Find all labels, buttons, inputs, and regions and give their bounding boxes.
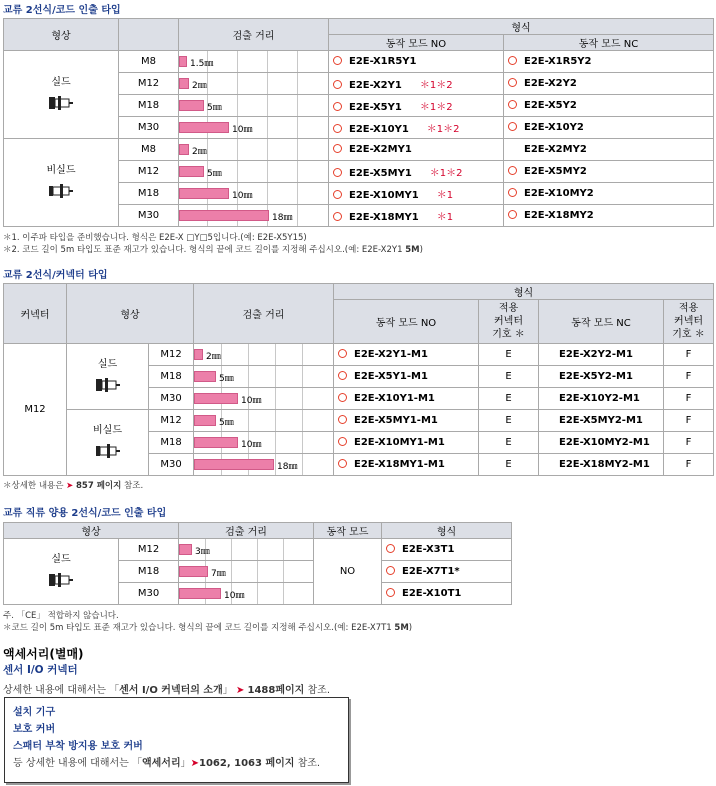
distance-bar: [179, 144, 189, 155]
section3-title: 교류 직류 양용 2선식/코드 인출 타입: [3, 508, 167, 519]
distance-bar: [179, 166, 204, 177]
header-nc: 동작 모드 NC: [504, 35, 714, 51]
distance-label: 5㎜: [219, 374, 234, 384]
distance-bar-cell: [179, 95, 329, 117]
shape-unshielded: [4, 139, 119, 227]
shape-label: 실드: [51, 76, 71, 88]
distance-bar: [194, 437, 238, 448]
symbol-cell: F: [664, 432, 714, 454]
box-item-cover: 보호 커버: [13, 724, 56, 735]
distance-bar: [179, 566, 208, 577]
model-name: E2E-X2Y1: [349, 80, 402, 91]
shape-label: 실드: [97, 358, 118, 370]
model-note: ＊1: [436, 190, 454, 201]
size-cell: M18: [149, 432, 194, 454]
model-cell: [504, 95, 714, 117]
table-row: [4, 539, 512, 561]
distance-bar-cell: [179, 205, 329, 227]
header-shape: 형상: [4, 19, 119, 51]
distance-label: 10㎜: [232, 125, 253, 135]
size-cell: M18: [149, 366, 194, 388]
stock-circle-icon: [386, 566, 395, 575]
header-model: 형식: [382, 523, 512, 539]
shielded-sensor-icon: [48, 92, 74, 114]
model-cell: [539, 388, 664, 410]
distance-label: 3㎜: [195, 547, 210, 557]
distance-bar-cell: [194, 432, 334, 454]
table-row: [4, 410, 714, 432]
stock-circle-icon: [338, 415, 347, 424]
distance-bar-cell: [179, 73, 329, 95]
accessories-box: [4, 697, 349, 783]
model-name: E2E-X2MY1: [349, 144, 412, 155]
accessories-ref: 상세한 내용에 대해서는 「센서 I/O 커넥터의 소개」 ➤ 1488페이지 참조.: [3, 685, 331, 696]
symbol-cell: E: [479, 410, 539, 432]
distance-bar: [179, 544, 192, 555]
stock-circle-icon: [508, 210, 517, 219]
header-symbol-nc: 적용 커넥터 기호 ＊: [664, 300, 714, 344]
header-model: 형식: [329, 19, 714, 35]
distance-bar-cell: [194, 366, 334, 388]
model-cell: [334, 388, 479, 410]
size-cell: M12: [119, 161, 179, 183]
size-cell: M18: [119, 183, 179, 205]
distance-label: 5㎜: [207, 103, 222, 113]
distance-label: 1.5㎜: [190, 59, 214, 69]
header-model: 형식: [334, 284, 714, 300]
distance-label: 5㎜: [207, 169, 222, 179]
stock-circle-icon: [338, 371, 347, 380]
model-name: E2E-X10Y2: [524, 122, 584, 133]
shape-unshielded: [67, 410, 149, 476]
symbol-cell: E: [479, 388, 539, 410]
symbol-cell: F: [664, 366, 714, 388]
model-name: E2E-X2MY2: [524, 144, 587, 155]
connector-cell: M12: [4, 344, 67, 476]
stock-circle-icon: [338, 393, 347, 402]
size-cell: M12: [119, 73, 179, 95]
section2-title: 교류 2선식/커넥터 타입: [3, 270, 108, 281]
model-cell: [504, 183, 714, 205]
stock-circle-icon: [508, 78, 517, 87]
model-name: E2E-X7T1*: [402, 566, 460, 577]
model-name: E2E-X3T1: [402, 544, 455, 555]
size-cell: M8: [119, 139, 179, 161]
accessories-title: 액세서리(별매): [3, 647, 84, 661]
accessories-subtitle: 센서 I/O 커넥터: [3, 664, 78, 676]
stock-circle-icon: [508, 56, 517, 65]
model-cell: [539, 454, 664, 476]
distance-bar: [194, 371, 216, 382]
model-name: E2E-X5MY1: [349, 168, 412, 179]
stock-circle-icon: [508, 100, 517, 109]
model-cell: [539, 344, 664, 366]
shape-shielded: [4, 539, 119, 605]
size-cell: M8: [119, 51, 179, 73]
model-note: ＊1＊2: [429, 168, 463, 179]
distance-label: 5㎜: [219, 418, 234, 428]
model-name: E2E-X5Y1: [349, 102, 402, 113]
shielded-sensor-icon: [95, 374, 121, 396]
distance-bar-cell: [179, 583, 314, 605]
section1-title: 교류 2선식/코드 인출 타입: [3, 5, 121, 16]
unshielded-sensor-icon: [95, 440, 121, 462]
symbol-cell: E: [479, 454, 539, 476]
distance-bar: [194, 459, 274, 470]
distance-label: 18㎜: [272, 213, 293, 223]
distance-bar: [179, 100, 204, 111]
distance-label: 10㎜: [232, 191, 253, 201]
size-cell: M30: [119, 583, 179, 605]
header-symbol-no: 적용 커넥터 기호 ＊: [479, 300, 539, 344]
model-name: E2E-X5MY2-M1: [559, 415, 643, 426]
symbol-cell: F: [664, 388, 714, 410]
size-cell: M30: [119, 117, 179, 139]
size-cell: M12: [149, 410, 194, 432]
stock-circle-icon: [508, 166, 517, 175]
shape-shielded: [67, 344, 149, 410]
model-note: ＊1＊2: [426, 124, 460, 135]
model-name: E2E-X10Y1: [349, 124, 409, 135]
section1-note1: ＊1. 이주파 타입을 준비했습니다. 형식은 E2E-X □Y□5입니다.(예: E2E-X5Y15): [3, 233, 307, 243]
distance-bar-cell: [179, 161, 329, 183]
model-cell: [504, 161, 714, 183]
distance-label: 2㎜: [206, 352, 221, 362]
model-cell: [329, 183, 504, 205]
stock-circle-icon: [333, 144, 342, 153]
model-cell: [382, 539, 512, 561]
size-cell: M18: [119, 561, 179, 583]
model-name: E2E-X10Y2-M1: [559, 393, 640, 404]
size-cell: M30: [119, 205, 179, 227]
distance-label: 2㎜: [192, 147, 207, 157]
model-cell: [539, 432, 664, 454]
shape-shielded: [4, 51, 119, 139]
size-cell: M12: [119, 539, 179, 561]
model-name: E2E-X5MY2: [524, 166, 587, 177]
model-cell: [334, 432, 479, 454]
model-name: E2E-X10Y1-M1: [354, 393, 435, 404]
model-cell: [329, 139, 504, 161]
symbol-cell: E: [479, 344, 539, 366]
model-name: E2E-X10MY2: [524, 188, 594, 199]
model-cell: [329, 161, 504, 183]
model-cell: [504, 51, 714, 73]
model-name: E2E-X5Y1-M1: [354, 371, 428, 382]
stock-circle-icon: [386, 544, 395, 553]
header-distance: 검출 거리: [194, 284, 334, 344]
shielded-sensor-icon: [48, 569, 74, 591]
box-ref: 등 상세한 내용에 대해서는 「액세서리」➤1062, 1063 페이지 참조.: [13, 758, 321, 769]
model-cell: [329, 95, 504, 117]
stock-circle-icon: [333, 56, 342, 65]
distance-bar-cell: [194, 344, 334, 366]
distance-bar: [179, 188, 229, 199]
distance-bar: [179, 588, 221, 599]
header-nc: 동작 모드 NC: [539, 300, 664, 344]
section1-note2: ＊2. 코드 길이 5m 타입도 표준 재고가 있습니다. 형식의 끝에 코드 길이를 지정해 주십시오.(예: E2E-X2Y1 5M): [3, 245, 423, 255]
model-note: ＊1＊2: [419, 102, 453, 113]
stock-circle-icon: [333, 80, 342, 89]
model-name: E2E-X10MY1-M1: [354, 437, 445, 448]
distance-label: 10㎜: [241, 396, 262, 406]
model-name: E2E-X2Y1-M1: [354, 349, 428, 360]
model-name: E2E-X10T1: [402, 588, 462, 599]
cord-type-table: [3, 18, 714, 227]
stock-circle-icon: [338, 459, 347, 468]
size-cell: M30: [149, 454, 194, 476]
model-cell: [504, 205, 714, 227]
shape-label: 비실드: [46, 164, 76, 176]
header-distance: 검출 거리: [179, 19, 329, 51]
stock-circle-icon: [338, 437, 347, 446]
table-row: [4, 344, 714, 366]
stock-circle-icon: [333, 102, 342, 111]
model-cell: [504, 73, 714, 95]
distance-bar: [179, 56, 187, 67]
stock-circle-icon: [508, 188, 517, 197]
model-cell: [329, 205, 504, 227]
model-cell: [329, 51, 504, 73]
stock-circle-icon: [338, 349, 347, 358]
distance-label: 7㎜: [211, 569, 226, 579]
distance-bar: [179, 122, 229, 133]
distance-label: 18㎜: [277, 462, 298, 472]
distance-bar: [194, 349, 203, 360]
model-name: E2E-X2Y2: [524, 78, 577, 89]
model-name: E2E-X5Y2-M1: [559, 371, 633, 382]
distance-bar-cell: [179, 139, 329, 161]
distance-bar: [179, 78, 189, 89]
header-no: 동작 모드 NO: [334, 300, 479, 344]
distance-bar: [194, 415, 216, 426]
stock-circle-icon: [333, 168, 342, 177]
stock-circle-icon: [386, 588, 395, 597]
model-cell: [334, 410, 479, 432]
model-cell: [504, 139, 714, 161]
shape-label: 실드: [51, 553, 71, 565]
model-cell: [504, 117, 714, 139]
distance-bar-cell: [179, 183, 329, 205]
distance-bar-cell: [194, 388, 334, 410]
model-cell: [539, 410, 664, 432]
model-name: E2E-X5MY1-M1: [354, 415, 438, 426]
model-cell: [334, 344, 479, 366]
shape-label: 비실드: [93, 424, 122, 436]
box-item-mount: 설치 기구: [13, 707, 56, 718]
model-name: E2E-X18MY2-M1: [559, 459, 650, 470]
connector-type-table: [3, 283, 714, 476]
symbol-cell: F: [664, 344, 714, 366]
distance-bar: [194, 393, 238, 404]
stock-circle-icon: [333, 190, 342, 199]
size-cell: M12: [149, 344, 194, 366]
model-name: E2E-X2Y2-M1: [559, 349, 633, 360]
header-mode: 동작 모드: [314, 523, 382, 539]
distance-label: 2㎜: [192, 81, 207, 91]
header-shape: 형상: [4, 523, 179, 539]
model-cell: [382, 561, 512, 583]
distance-label: 10㎜: [241, 440, 262, 450]
model-name: E2E-X1R5Y2: [524, 56, 592, 67]
section3-note1: 주. 「CE」 적합하지 않습니다.: [3, 611, 119, 621]
section3-note2: ＊코드 길이 5m 타입도 표준 재고가 있습니다. 형식의 끝에 코드 길이를 지정해 주십시오.(예: E2E-X7T1 5M): [3, 623, 413, 633]
model-name: E2E-X18MY1: [349, 212, 419, 223]
model-cell: [334, 366, 479, 388]
model-name: E2E-X1R5Y1: [349, 56, 417, 67]
distance-bar-cell: [179, 51, 329, 73]
symbol-cell: E: [479, 366, 539, 388]
distance-bar-cell: [194, 454, 334, 476]
symbol-cell: E: [479, 432, 539, 454]
model-name: E2E-X10MY1: [349, 190, 419, 201]
model-name: E2E-X18MY1-M1: [354, 459, 445, 470]
model-cell: [329, 117, 504, 139]
model-name: E2E-X10MY2-M1: [559, 437, 650, 448]
model-cell: [539, 366, 664, 388]
box-item-spatter: 스패터 부착 방지용 보호 커버: [13, 741, 143, 752]
header-no: 동작 모드 NO: [329, 35, 504, 51]
model-cell: [329, 73, 504, 95]
distance-bar-cell: [179, 539, 314, 561]
model-name: E2E-X5Y2: [524, 100, 577, 111]
table-row: [4, 139, 714, 161]
acdc-cord-type-table: [3, 522, 512, 605]
header-distance: 검출 거리: [179, 523, 314, 539]
unshielded-sensor-icon: [48, 180, 74, 202]
size-cell: M18: [119, 95, 179, 117]
model-cell: [382, 583, 512, 605]
model-name: E2E-X18MY2: [524, 210, 594, 221]
symbol-cell: F: [664, 410, 714, 432]
model-note: ＊1＊2: [419, 80, 453, 91]
header-shape: 형상: [67, 284, 194, 344]
model-note: ＊1: [436, 212, 454, 223]
table-row: [4, 51, 714, 73]
distance-label: 10㎜: [224, 591, 245, 601]
distance-bar-cell: [194, 410, 334, 432]
distance-bar: [179, 210, 269, 221]
stock-circle-icon: [333, 124, 342, 133]
size-cell: M30: [149, 388, 194, 410]
model-cell: [334, 454, 479, 476]
stock-circle-icon: [333, 212, 342, 221]
distance-bar-cell: [179, 561, 314, 583]
stock-circle-icon: [508, 122, 517, 131]
symbol-cell: F: [664, 454, 714, 476]
distance-bar-cell: [179, 117, 329, 139]
header-connector: 커넥터: [4, 284, 67, 344]
section2-note: ＊상세한 내용은 ➤ 857 페이지 참조.: [3, 481, 144, 491]
mode-cell: NO: [314, 539, 382, 605]
